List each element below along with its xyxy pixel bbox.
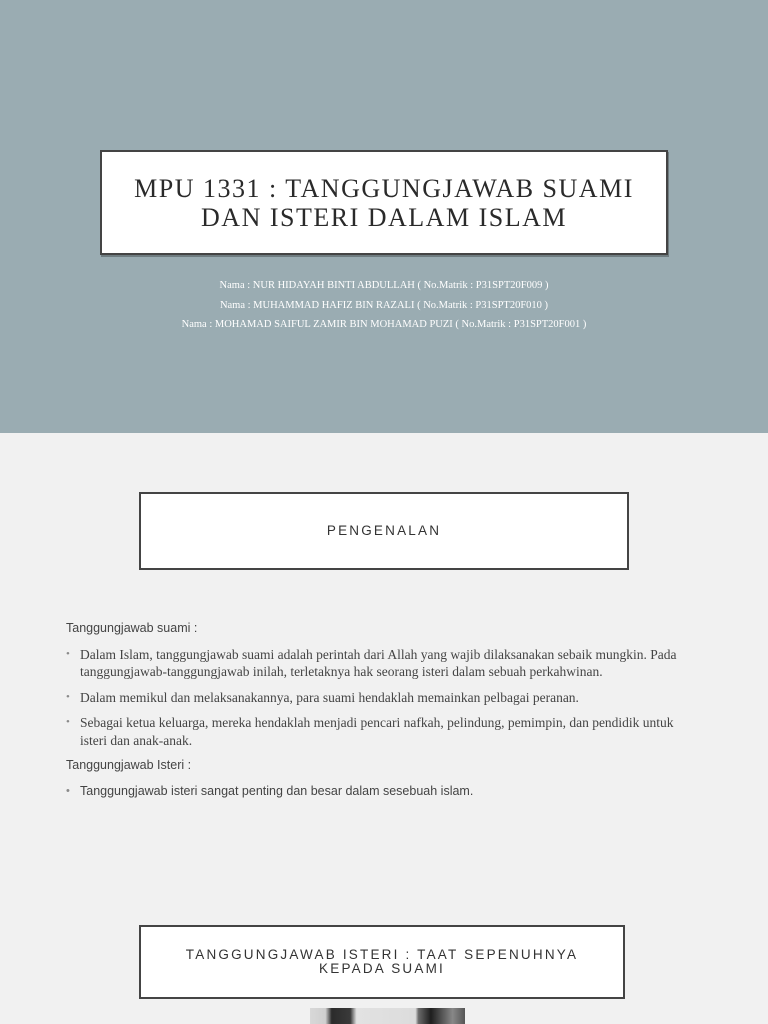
title-box: [100, 150, 668, 255]
slide-photo: [310, 1008, 465, 1024]
title-slide: [0, 0, 768, 433]
bullet-icon: •: [66, 690, 70, 703]
bullet-icon: •: [66, 716, 70, 728]
section-heading: PENGENALAN: [326, 523, 442, 538]
list-item: • Dalam Islam, tanggungjawab suami adalah perintah dari Allah yang wajib dilaksanakan sebaik mungkin. Pada tanggungjawab-tanggungjawab inilah, terletaknya hak seorang isteri dalam sebuah perkahwinan.: [66, 646, 677, 679]
isteri-list: [66, 783, 696, 801]
isteri-label: Tanggungjawab Isteri :: [66, 758, 192, 772]
suami-label: Tanggungjawab suami :: [66, 621, 198, 635]
author-line: Nama : MUHAMMAD HAFIZ BIN RAZALI ( No.Matrik : P31SPT20F010 ): [219, 299, 549, 311]
list-item: • Dalam memikul dan melaksanakannya, para suami hendaklah memainkan pelbagai peranan.: [66, 689, 579, 705]
suami-list: [66, 646, 696, 750]
list-item: • Tanggungjawab isteri sangat penting dan besar dalam sesebuah islam.: [66, 783, 696, 801]
pengenalan-heading-box: [139, 492, 629, 570]
section-heading: TANGGUNGJAWAB ISTERI : TAAT SEPENUHNYA KEPADA SUAMI: [185, 947, 579, 976]
bullet-icon: •: [66, 647, 70, 660]
author-line: Nama : NUR HIDAYAH BINTI ABDULLAH ( No.Matrik : P31SPT20F009 ): [219, 280, 549, 291]
slide-title: MPU 1331 : TANGGUNGJAWAB SUAMI DAN ISTERI DALAM ISLAM: [134, 173, 634, 232]
list-item: • Sebagai ketua keluarga, mereka hendaklah menjadi pencari nafkah, pelindung, pemimpin, dan pendidik untuk isteri dan anak-anak.: [66, 715, 674, 748]
isteri-heading-box: [139, 925, 625, 999]
intro-content: [66, 620, 696, 808]
bullet-icon: •: [66, 784, 70, 797]
author-list: [170, 276, 598, 335]
author-line: Nama : MOHAMAD SAIFUL ZAMIR BIN MOHAMAD PUZI ( No.Matrik : P31SPT20F001 ): [181, 319, 587, 330]
